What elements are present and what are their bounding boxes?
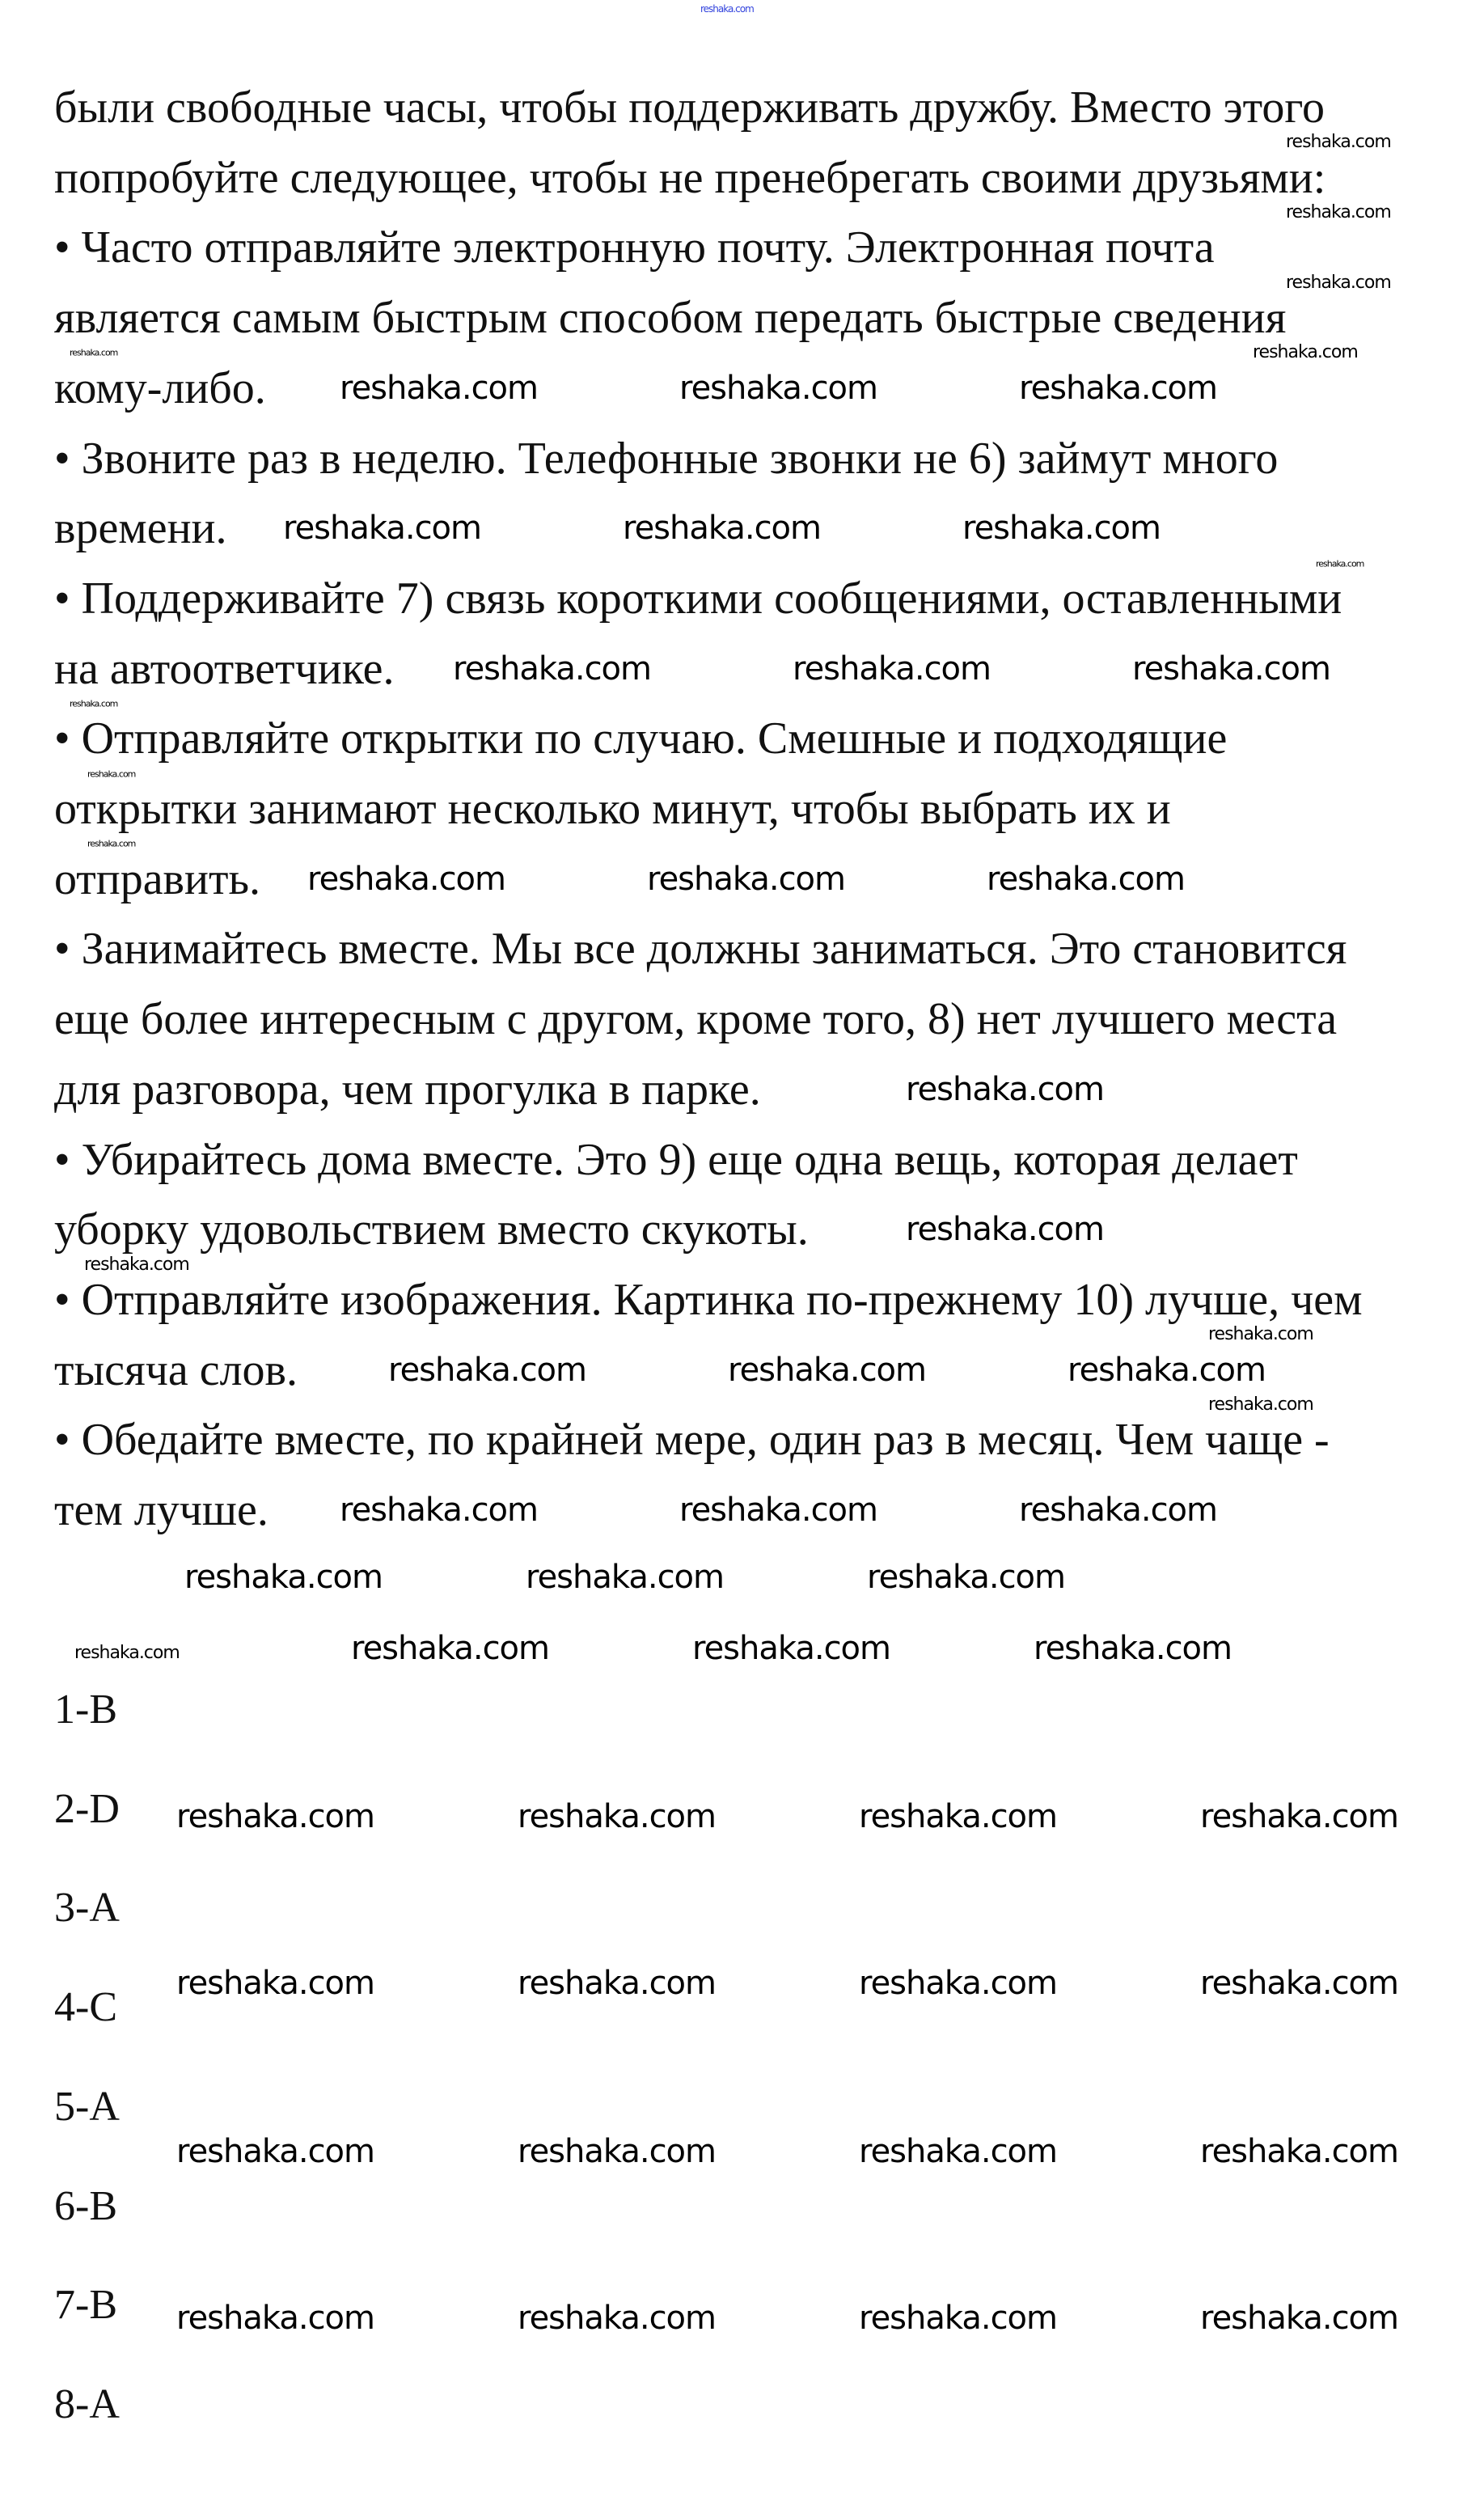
- watermark: reshaka.com: [1019, 369, 1217, 407]
- text-line: попробуйте следующее, чтобы не пренебрегать своими друзьями:: [54, 152, 1326, 203]
- watermark: reshaka.com: [518, 2133, 716, 2170]
- watermark: reshaka.com: [176, 1965, 374, 2002]
- watermark: reshaka.com: [453, 650, 651, 688]
- watermark: reshaka.com: [867, 1559, 1065, 1596]
- answer-item: 8-A: [54, 2380, 120, 2427]
- watermark: reshaka.com: [1208, 1394, 1313, 1415]
- watermark: reshaka.com: [1208, 1324, 1313, 1345]
- text-line: • Поддерживайте 7) связь короткими сообщениями, оставленными: [54, 573, 1342, 624]
- answer-item: 5-A: [54, 2083, 120, 2130]
- text-line: • Часто отправляйте электронную почту. Электронная почта: [54, 222, 1215, 273]
- watermark: reshaka.com: [184, 1559, 383, 1596]
- watermark: reshaka.com: [906, 1070, 1104, 1108]
- watermark: reshaka.com: [1253, 342, 1358, 363]
- watermark: reshaka.com: [859, 1965, 1057, 2002]
- watermark: reshaka.com: [692, 1630, 890, 1667]
- watermark: reshaka.com: [859, 2133, 1057, 2170]
- text-line: • Отправляйте изображения. Картинка по-прежнему 10) лучше, чем: [54, 1274, 1363, 1325]
- watermark: reshaka.com: [1132, 650, 1330, 688]
- text-line: тысяча слов.: [54, 1344, 298, 1395]
- text-line: • Занимайтесь вместе. Мы все должны заниматься. Это становится: [54, 924, 1347, 975]
- text-line: является самым быстрым способом передать быстрые сведения: [54, 293, 1287, 344]
- answer-item: 2-D: [54, 1785, 120, 1832]
- watermark: reshaka.com: [793, 650, 991, 688]
- watermark: reshaka.com: [679, 369, 877, 407]
- text-line: • Обедайте вместе, по крайней мере, один раз в месяц. Чем чаще -: [54, 1415, 1330, 1466]
- watermark: reshaka.com: [518, 2300, 716, 2337]
- watermark: reshaka.com: [176, 1798, 374, 1835]
- watermark: reshaka.com: [1200, 2300, 1398, 2337]
- watermark: reshaka.com: [679, 1492, 877, 1529]
- watermark: reshaka.com: [518, 1965, 716, 2002]
- answer-item: 7-B: [54, 2282, 117, 2329]
- watermark: reshaka.com: [1034, 1630, 1232, 1667]
- text-line: отправить.: [54, 853, 260, 904]
- answer-item: 1-B: [54, 1686, 117, 1733]
- watermark: reshaka.com: [728, 1351, 926, 1389]
- watermark: reshaka.com: [518, 1798, 716, 1835]
- text-line: еще более интересным с другом, кроме того, 8) нет лучшего места: [54, 994, 1338, 1045]
- watermark: reshaka.com: [859, 2300, 1057, 2337]
- answer-item: 3-A: [54, 1885, 120, 1932]
- text-line: • Звоните раз в неделю. Телефонные звонки не 6) займут много: [54, 433, 1279, 484]
- text-line: были свободные часы, чтобы поддерживать дружбу. Вместо этого: [54, 83, 1325, 133]
- watermark: reshaka.com: [340, 369, 538, 407]
- watermark: reshaka.com: [987, 860, 1185, 898]
- text-line: тем лучше.: [54, 1485, 268, 1535]
- text-line: уборку удовольствием вместо скукоты.: [54, 1204, 809, 1255]
- watermark: reshaka.com: [70, 347, 118, 358]
- watermark: reshaka.com: [1286, 272, 1391, 293]
- watermark: reshaka.com: [1068, 1351, 1266, 1389]
- watermark: reshaka.com: [307, 860, 505, 898]
- text-line: кому-либо.: [54, 362, 266, 413]
- watermark: reshaka.com: [176, 2300, 374, 2337]
- watermark: reshaka.com: [340, 1492, 538, 1529]
- watermark: reshaka.com: [351, 1630, 549, 1667]
- watermark: reshaka.com: [1286, 202, 1391, 223]
- watermark: reshaka.com: [87, 768, 136, 780]
- watermark: reshaka.com: [70, 698, 118, 709]
- watermark: reshaka.com: [1200, 2133, 1398, 2170]
- watermark: reshaka.com: [1286, 132, 1391, 153]
- watermark: reshaka.com: [87, 838, 136, 849]
- text-line: открытки занимают несколько минут, чтобы выбрать их и: [54, 784, 1171, 834]
- watermark: reshaka.com: [1200, 1965, 1398, 2002]
- watermark: reshaka.com: [623, 510, 821, 548]
- watermark: reshaka.com: [283, 510, 481, 548]
- watermark: reshaka.com: [74, 1643, 180, 1663]
- watermark: reshaka.com: [859, 1798, 1057, 1835]
- text-line: • Убирайтесь дома вместе. Это 9) еще одна вещь, которая делает: [54, 1134, 1298, 1185]
- watermark: reshaka.com: [1200, 1798, 1398, 1835]
- watermark: reshaka.com: [526, 1559, 724, 1596]
- watermark: reshaka.com: [647, 860, 845, 898]
- header-watermark: reshaka.com: [700, 3, 754, 15]
- answer-item: 4-C: [54, 1984, 117, 2031]
- text-line: для разговора, чем прогулка в парке.: [54, 1064, 761, 1115]
- watermark: reshaka.com: [1316, 558, 1364, 569]
- text-line: на автоответчике.: [54, 643, 395, 694]
- watermark: reshaka.com: [388, 1351, 586, 1389]
- watermark: reshaka.com: [962, 510, 1161, 548]
- text-line: времени.: [54, 503, 227, 554]
- watermark: reshaka.com: [176, 2133, 374, 2170]
- watermark: reshaka.com: [1019, 1492, 1217, 1529]
- answer-item: 6-B: [54, 2182, 117, 2229]
- watermark: reshaka.com: [84, 1254, 189, 1275]
- watermark: reshaka.com: [906, 1211, 1104, 1249]
- text-line: • Отправляйте открытки по случаю. Смешные и подходящие: [54, 713, 1228, 764]
